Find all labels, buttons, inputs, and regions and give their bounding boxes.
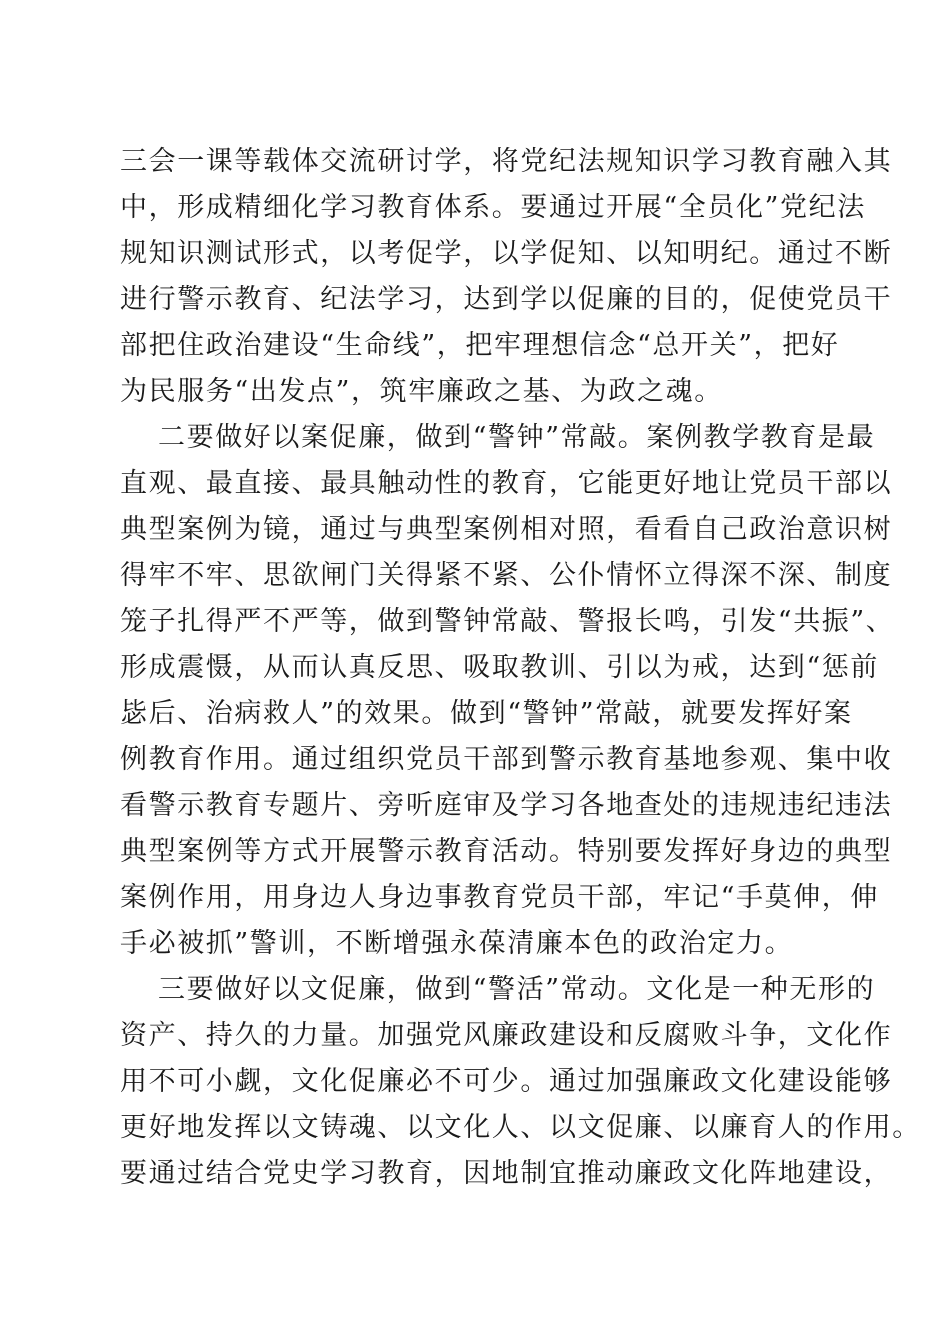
text-line: 典型案例等方式开展警示教育活动。特别要发挥好身边的典型 (120, 836, 893, 867)
text-line: 三会一课等载体交流研讨学，将党纪法规知识学习教育融入其 (120, 146, 893, 177)
text-line: 典型案例为镜，通过与典型案例相对照，看看自己政治意识树 (120, 514, 893, 545)
text-line: 规知识测试形式，以考促学，以学促知、以知明纪。通过不断 (120, 238, 893, 269)
text-line: 资产、持久的力量。加强党风廉政建设和反腐败斗争，文化作 (120, 1020, 893, 1051)
text-line: 要通过结合党史学习教育，因地制宜推动廉政文化阵地建设， (120, 1158, 893, 1189)
text-line: 直观、最直接、最具触动性的教育，它能更好地让党员干部以 (120, 468, 893, 499)
text-line: 得牢不牢、思欲闸门关得紧不紧、公仆情怀立得深不深、制度 (120, 560, 893, 591)
paragraph-first-line: 三要做好以文促廉，做到“警活”常动。文化是一种无形的 (158, 974, 876, 1005)
text-line: 进行警示教育、纪法学习，达到学以促廉的目的，促使党员干 (120, 284, 893, 315)
text-line: 中，形成精细化学习教育体系。要通过开展“全员化”党纪法 (120, 192, 866, 223)
text-line: 部把住政治建设“生命线”，把牢理想信念“总开关”，把好 (120, 330, 840, 361)
text-line: 手必被抓”警训，不断增强永葆清廉本色的政治定力。 (120, 928, 794, 959)
text-line: 例教育作用。通过组织党员干部到警示教育基地参观、集中收 (120, 744, 893, 775)
text-line: 毖后、治病救人”的效果。做到“警钟”常敲，就要发挥好案 (120, 698, 853, 729)
text-line: 更好地发挥以文铸魂、以文化人、以文促廉、以廉育人的作用。 (120, 1112, 921, 1143)
text-line: 形成震慑，从而认真反思、吸取教训、引以为戒，达到“惩前 (120, 652, 880, 683)
text-line: 为民服务“出发点”，筑牢廉政之基、为政之魂。 (120, 376, 723, 407)
text-line: 看警示教育专题片、旁听庭审及学习各地查处的违规违纪违法 (120, 790, 893, 821)
text-line: 笼子扎得严不严等，做到警钟常敲、警报长鸣，引发“共振”、 (120, 606, 895, 637)
text-line: 用不可小觑，文化促廉必不可少。通过加强廉政文化建设能够 (120, 1066, 893, 1097)
text-line: 案例作用，用身边人身边事教育党员干部，牢记“手莫伸，伸 (120, 882, 880, 913)
paragraph-first-line: 二要做好以案促廉，做到“警钟”常敲。案例教学教育是最 (158, 422, 876, 453)
